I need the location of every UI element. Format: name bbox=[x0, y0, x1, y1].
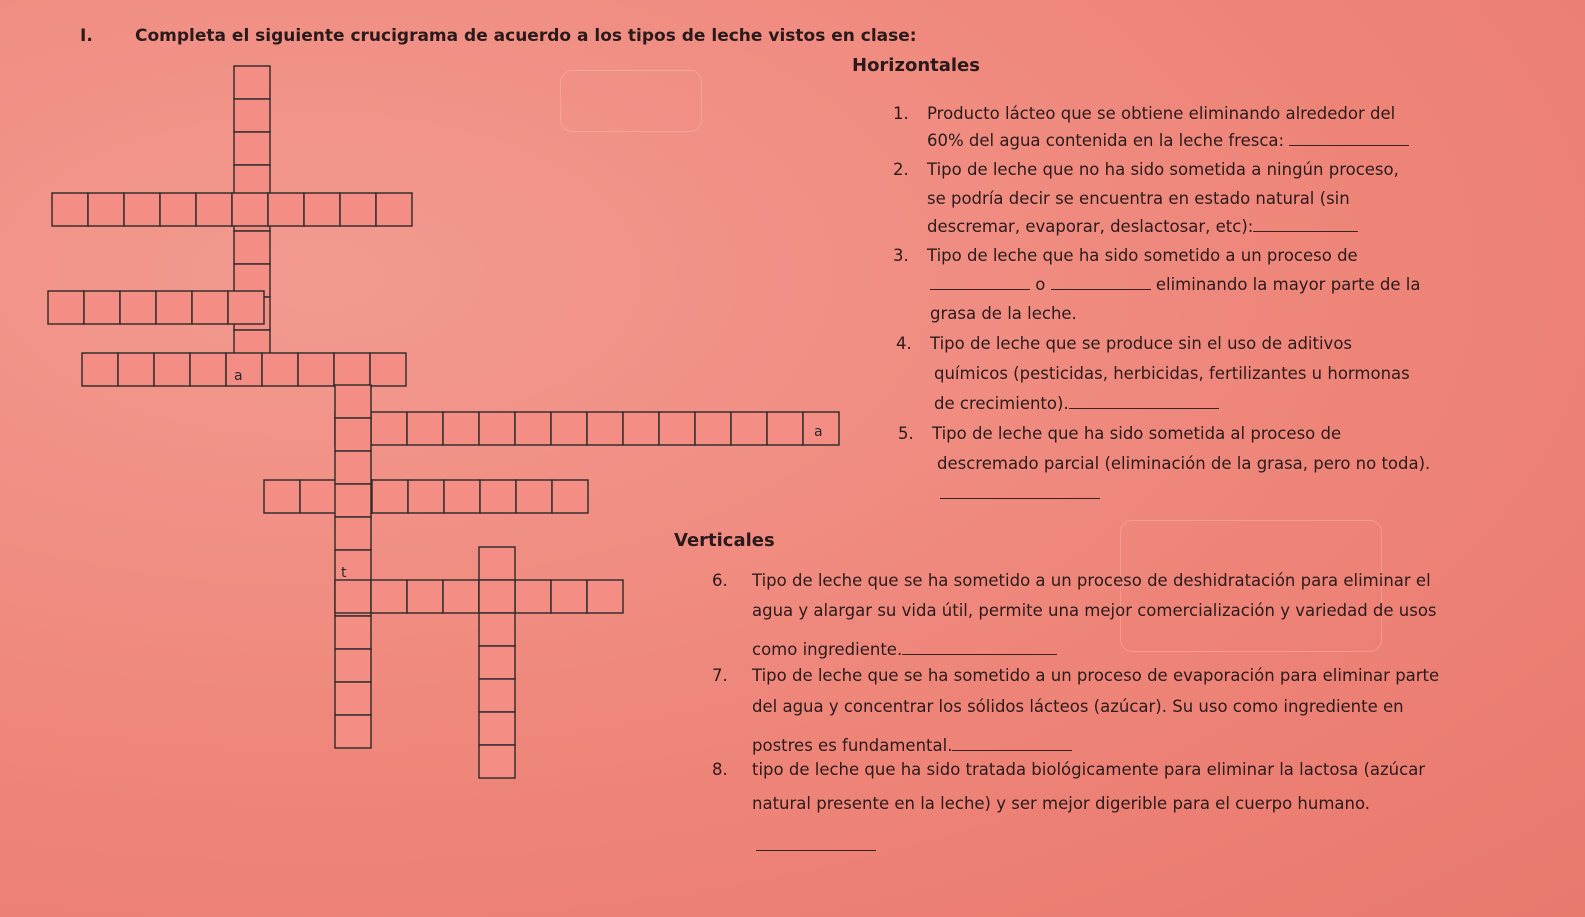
crossword-cell-h4[interactable] bbox=[695, 412, 731, 445]
answer-blank-3b[interactable] bbox=[1051, 288, 1151, 290]
crossword-cell-v3[interactable] bbox=[479, 679, 515, 712]
clue-2-line-3: descremar, evaporar, deslactosar, etc): bbox=[927, 217, 1358, 236]
crossword-cell-h1[interactable] bbox=[88, 193, 124, 226]
crossword-cell-h1[interactable] bbox=[268, 193, 304, 226]
crossword-cell-h6[interactable] bbox=[335, 580, 371, 613]
clue-7-line-2: del agua y concentrar los sólidos lácteos (azúcar). Su uso como ingrediente en bbox=[752, 697, 1404, 716]
crossword-cell-h5[interactable] bbox=[480, 480, 516, 513]
crossword-cell-v1[interactable] bbox=[234, 132, 270, 165]
crossword-cell-h5[interactable] bbox=[444, 480, 480, 513]
answer-blank-8[interactable] bbox=[756, 849, 876, 851]
crossword-cell-h3[interactable] bbox=[226, 353, 262, 386]
crossword-cell-h5[interactable] bbox=[300, 480, 336, 513]
crossword-cell-h5[interactable] bbox=[516, 480, 552, 513]
crossword-cell-h1[interactable] bbox=[340, 193, 376, 226]
crossword-cell-v3[interactable] bbox=[479, 580, 515, 613]
clue-2-line-1: 2. Tipo de leche que no ha sido sometida a ningún proceso, bbox=[893, 160, 1399, 179]
answer-blank-4[interactable] bbox=[1069, 407, 1219, 409]
answer-blank-6[interactable] bbox=[902, 653, 1057, 655]
crossword-cell-h3[interactable] bbox=[298, 353, 334, 386]
crossword-cell-h5[interactable] bbox=[372, 480, 408, 513]
crossword-cell-h3[interactable] bbox=[334, 353, 370, 386]
crossword-letter-a: a bbox=[814, 424, 823, 440]
crossword-cell-h4[interactable] bbox=[407, 412, 443, 445]
crossword-cell-h3[interactable] bbox=[190, 353, 226, 386]
crossword-cell-h4[interactable] bbox=[659, 412, 695, 445]
crossword-cell-h1[interactable] bbox=[376, 193, 412, 226]
instruction-text: Completa el siguiente crucigrama de acuerdo a los tipos de leche vistos en clase: bbox=[135, 26, 917, 46]
crossword-cell-v3[interactable] bbox=[479, 613, 515, 646]
crossword-cell-h1[interactable] bbox=[124, 193, 160, 226]
crossword-cell-v2[interactable] bbox=[335, 418, 371, 451]
clue-5-line-1: 5. Tipo de leche que ha sido sometida al proceso de bbox=[898, 424, 1342, 443]
verticales-heading: Verticales bbox=[674, 530, 775, 551]
clue-6-line-1: 6. Tipo de leche que se ha sometido a un proceso de deshidratación para eliminar el bbox=[712, 571, 1431, 590]
crossword-cell-v2[interactable] bbox=[335, 385, 371, 418]
crossword-cell-h2[interactable] bbox=[156, 291, 192, 324]
crossword-cell-h2[interactable] bbox=[192, 291, 228, 324]
crossword-cell-h4[interactable] bbox=[479, 412, 515, 445]
crossword-cell-v3[interactable] bbox=[479, 646, 515, 679]
crossword-letter-t: t bbox=[341, 565, 347, 581]
clue-3-line-3: grasa de la leche. bbox=[930, 304, 1077, 323]
crossword-cell-h6[interactable] bbox=[443, 580, 479, 613]
crossword-cell-v2[interactable] bbox=[335, 451, 371, 484]
clue-8-answer bbox=[756, 836, 876, 855]
clue-2-line-2: se podría decir se encuentra en estado natural (sin bbox=[927, 189, 1350, 208]
crossword-cell-h3[interactable] bbox=[370, 353, 406, 386]
clue-1-line-1: 1. Producto lácteo que se obtiene eliminando alrededor del bbox=[893, 104, 1396, 123]
crossword-cell-v3[interactable] bbox=[479, 712, 515, 745]
answer-blank-5[interactable] bbox=[940, 497, 1100, 499]
clue-8-line-1: 8. tipo de leche que ha sido tratada biológicamente para eliminar la lactosa (azúcar bbox=[712, 760, 1426, 779]
crossword-cell-h5[interactable] bbox=[552, 480, 588, 513]
crossword-letter-a: a bbox=[234, 368, 243, 384]
crossword-cell-h3[interactable] bbox=[82, 353, 118, 386]
crossword-cell-h6[interactable] bbox=[587, 580, 623, 613]
crossword-cell-h2[interactable] bbox=[228, 291, 264, 324]
answer-blank-3a[interactable] bbox=[930, 288, 1030, 290]
clue-4-line-1: 4. Tipo de leche que se produce sin el uso de aditivos bbox=[896, 334, 1353, 353]
crossword-cell-h6[interactable] bbox=[551, 580, 587, 613]
crossword-cell-h3[interactable] bbox=[154, 353, 190, 386]
crossword-cell-v2[interactable] bbox=[335, 682, 371, 715]
crossword-cell-h6[interactable] bbox=[515, 580, 551, 613]
crossword-cell-h4[interactable] bbox=[623, 412, 659, 445]
crossword-cell-h4[interactable] bbox=[767, 412, 803, 445]
crossword-cell-h4[interactable] bbox=[515, 412, 551, 445]
section-number: I. bbox=[80, 26, 93, 46]
crossword-cell-h4[interactable] bbox=[731, 412, 767, 445]
clue-7-line-1: 7. Tipo de leche que se ha sometido a un proceso de evaporación para eliminar parte bbox=[712, 666, 1440, 685]
clue-8-line-2: natural presente en la leche) y ser mejor digerible para el cuerpo humano. bbox=[752, 794, 1371, 813]
crossword-cell-v2[interactable] bbox=[335, 649, 371, 682]
crossword-cell-h3[interactable] bbox=[262, 353, 298, 386]
crossword-cell-v1[interactable] bbox=[234, 66, 270, 99]
crossword-cell-h4[interactable] bbox=[371, 412, 407, 445]
crossword-cell-h4[interactable] bbox=[587, 412, 623, 445]
crossword-cell-v3[interactable] bbox=[479, 745, 515, 778]
crossword-cell-h2[interactable] bbox=[84, 291, 120, 324]
clue-6-line-3: como ingrediente. bbox=[752, 640, 1057, 659]
crossword-cell-v3[interactable] bbox=[479, 547, 515, 580]
clue-5-line-2: descremado parcial (eliminación de la grasa, pero no toda). bbox=[937, 454, 1431, 473]
answer-blank-1[interactable] bbox=[1289, 144, 1409, 146]
crossword-cell-h4[interactable] bbox=[443, 412, 479, 445]
crossword-cell-h1[interactable] bbox=[232, 193, 268, 226]
crossword-cell-v2[interactable] bbox=[335, 715, 371, 748]
crossword-cell-h1[interactable] bbox=[196, 193, 232, 226]
crossword-cell-h5[interactable] bbox=[408, 480, 444, 513]
answer-blank-2[interactable] bbox=[1253, 230, 1358, 232]
crossword-cell-v1[interactable] bbox=[234, 231, 270, 264]
clue-1-line-2: 60% del agua contenida en la leche fresca: bbox=[927, 131, 1409, 150]
crossword-cell-h1[interactable] bbox=[52, 193, 88, 226]
clue-4-line-3: de crecimiento). bbox=[934, 394, 1219, 413]
horizontales-heading: Horizontales bbox=[852, 55, 980, 76]
crossword-cell-h6[interactable] bbox=[371, 580, 407, 613]
crossword-cell-h3[interactable] bbox=[118, 353, 154, 386]
crossword-cell-v2[interactable] bbox=[335, 616, 371, 649]
crossword-cell-h2[interactable] bbox=[120, 291, 156, 324]
crossword-cell-h6[interactable] bbox=[407, 580, 443, 613]
answer-blank-7[interactable] bbox=[952, 749, 1072, 751]
clue-7-line-3: postres es fundamental. bbox=[752, 736, 1072, 755]
crossword-cell-v1[interactable] bbox=[234, 99, 270, 132]
clue-3-line-2: o eliminando la mayor parte de la bbox=[930, 275, 1421, 294]
crossword-cell-h2[interactable] bbox=[48, 291, 84, 324]
crossword-cell-h1[interactable] bbox=[160, 193, 196, 226]
clue-6-line-2: agua y alargar su vida útil, permite una mejor comercialización y variedad de usos bbox=[752, 601, 1437, 620]
clue-5-answer bbox=[940, 484, 1100, 503]
clue-3-line-1: 3. Tipo de leche que ha sido sometido a un proceso de bbox=[893, 246, 1358, 265]
crossword-cell-h5[interactable] bbox=[264, 480, 300, 513]
clue-4-line-2: químicos (pesticidas, herbicidas, fertilizantes u hormonas bbox=[934, 364, 1410, 383]
crossword-cell-h4[interactable] bbox=[551, 412, 587, 445]
crossword-cell-h1[interactable] bbox=[304, 193, 340, 226]
crossword-cell-v2[interactable] bbox=[335, 484, 371, 517]
crossword-cell-v2[interactable] bbox=[335, 517, 371, 550]
